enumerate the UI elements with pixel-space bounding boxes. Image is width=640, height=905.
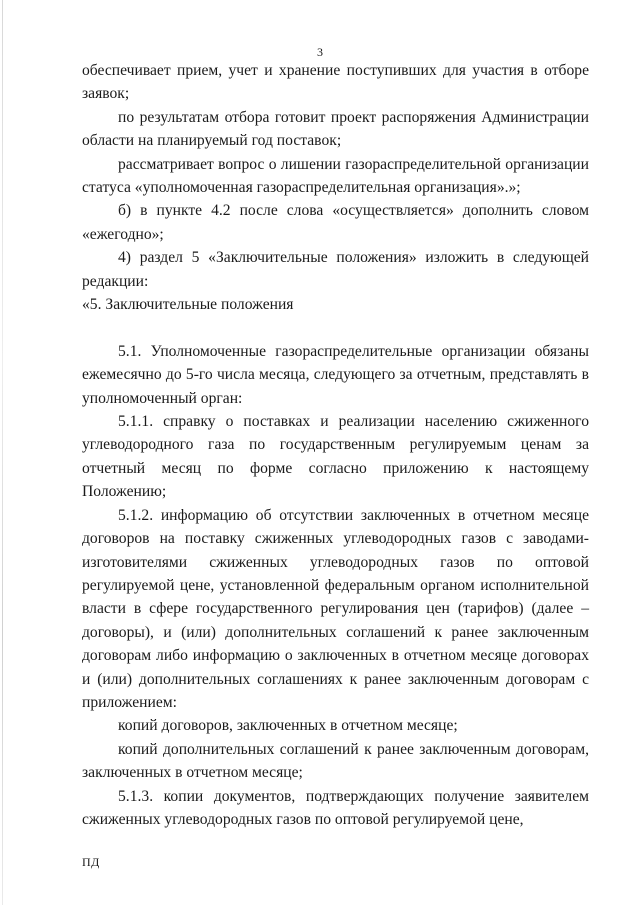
document-body [82, 59, 589, 831]
page-number: 3 [317, 45, 323, 59]
paragraph-agreement-copies: копий дополнительных соглашений к ранее заключенным договорам, заключенных в отчетном месяце; [82, 740, 589, 782]
paragraph-status-revocation: рассматривает вопрос о лишении газораспределительной организации статуса «уполномоченная газораспределительная организация».»; [82, 155, 589, 197]
paragraph-section-5-intro: 4) раздел 5 «Заключительные положения» изложить в следующей редакции: [82, 249, 589, 290]
paragraph-contract-copies: копий договоров, заключенных в отчетном месяце; [118, 717, 458, 735]
paragraph-application-acceptance: обеспечивает прием, учет и хранение поступивших для участия в отборе заявок; [82, 62, 589, 103]
paragraph-5-1-1: 5.1.1. справку о поставках и реализации населению сжиженного углеводородного газа по государственным регулируемым ценам за отчетный месяц по форме согласно приложению к настоящему Положению; [82, 413, 589, 501]
scan-edge-line [2, 0, 3, 905]
paragraph-5-1-3: 5.1.3. копии документов, подтверждающих получение заявителем сжиженных углеводородных газов по оптовой регулируемой цене, [82, 787, 589, 828]
footer-code: ПД [82, 855, 100, 869]
paragraph-item-4-2-amendment: б) в пункте 4.2 после слова «осуществляется» дополнить словом «ежегодно»; [82, 202, 589, 243]
paragraph-draft-order: по результатам отбора готовит проект распоряжения Администрации области на планируемый год поставок; [82, 108, 589, 150]
paragraph-5-1-2: 5.1.2. информацию об отсутствии заключенных в отчетном месяце договоров на поставку сжиженных углеводородных газов с заводами-изготовителями сжиженных углеводородных газов по оптовой регулируемой цене, установленной федеральным органом исполнительной власти в сфере государственного регулирования цен (тарифов) (далее – договоры), и (или) дополнительных соглашений к ранее заключенным договорам либо информацию о заключенных в отчетном месяце договорах и (или) дополнительных соглашениях к ранее заключенным договорам с приложением: [82, 506, 589, 711]
section-heading: «5. Заключительные положения [82, 296, 294, 314]
paragraph-5-1: 5.1. Уполномоченные газораспределительные организации обязаны ежемесячно до 5-го числа месяца, следующего за отчетным, представлять в уполномоченный орган: [82, 342, 589, 407]
